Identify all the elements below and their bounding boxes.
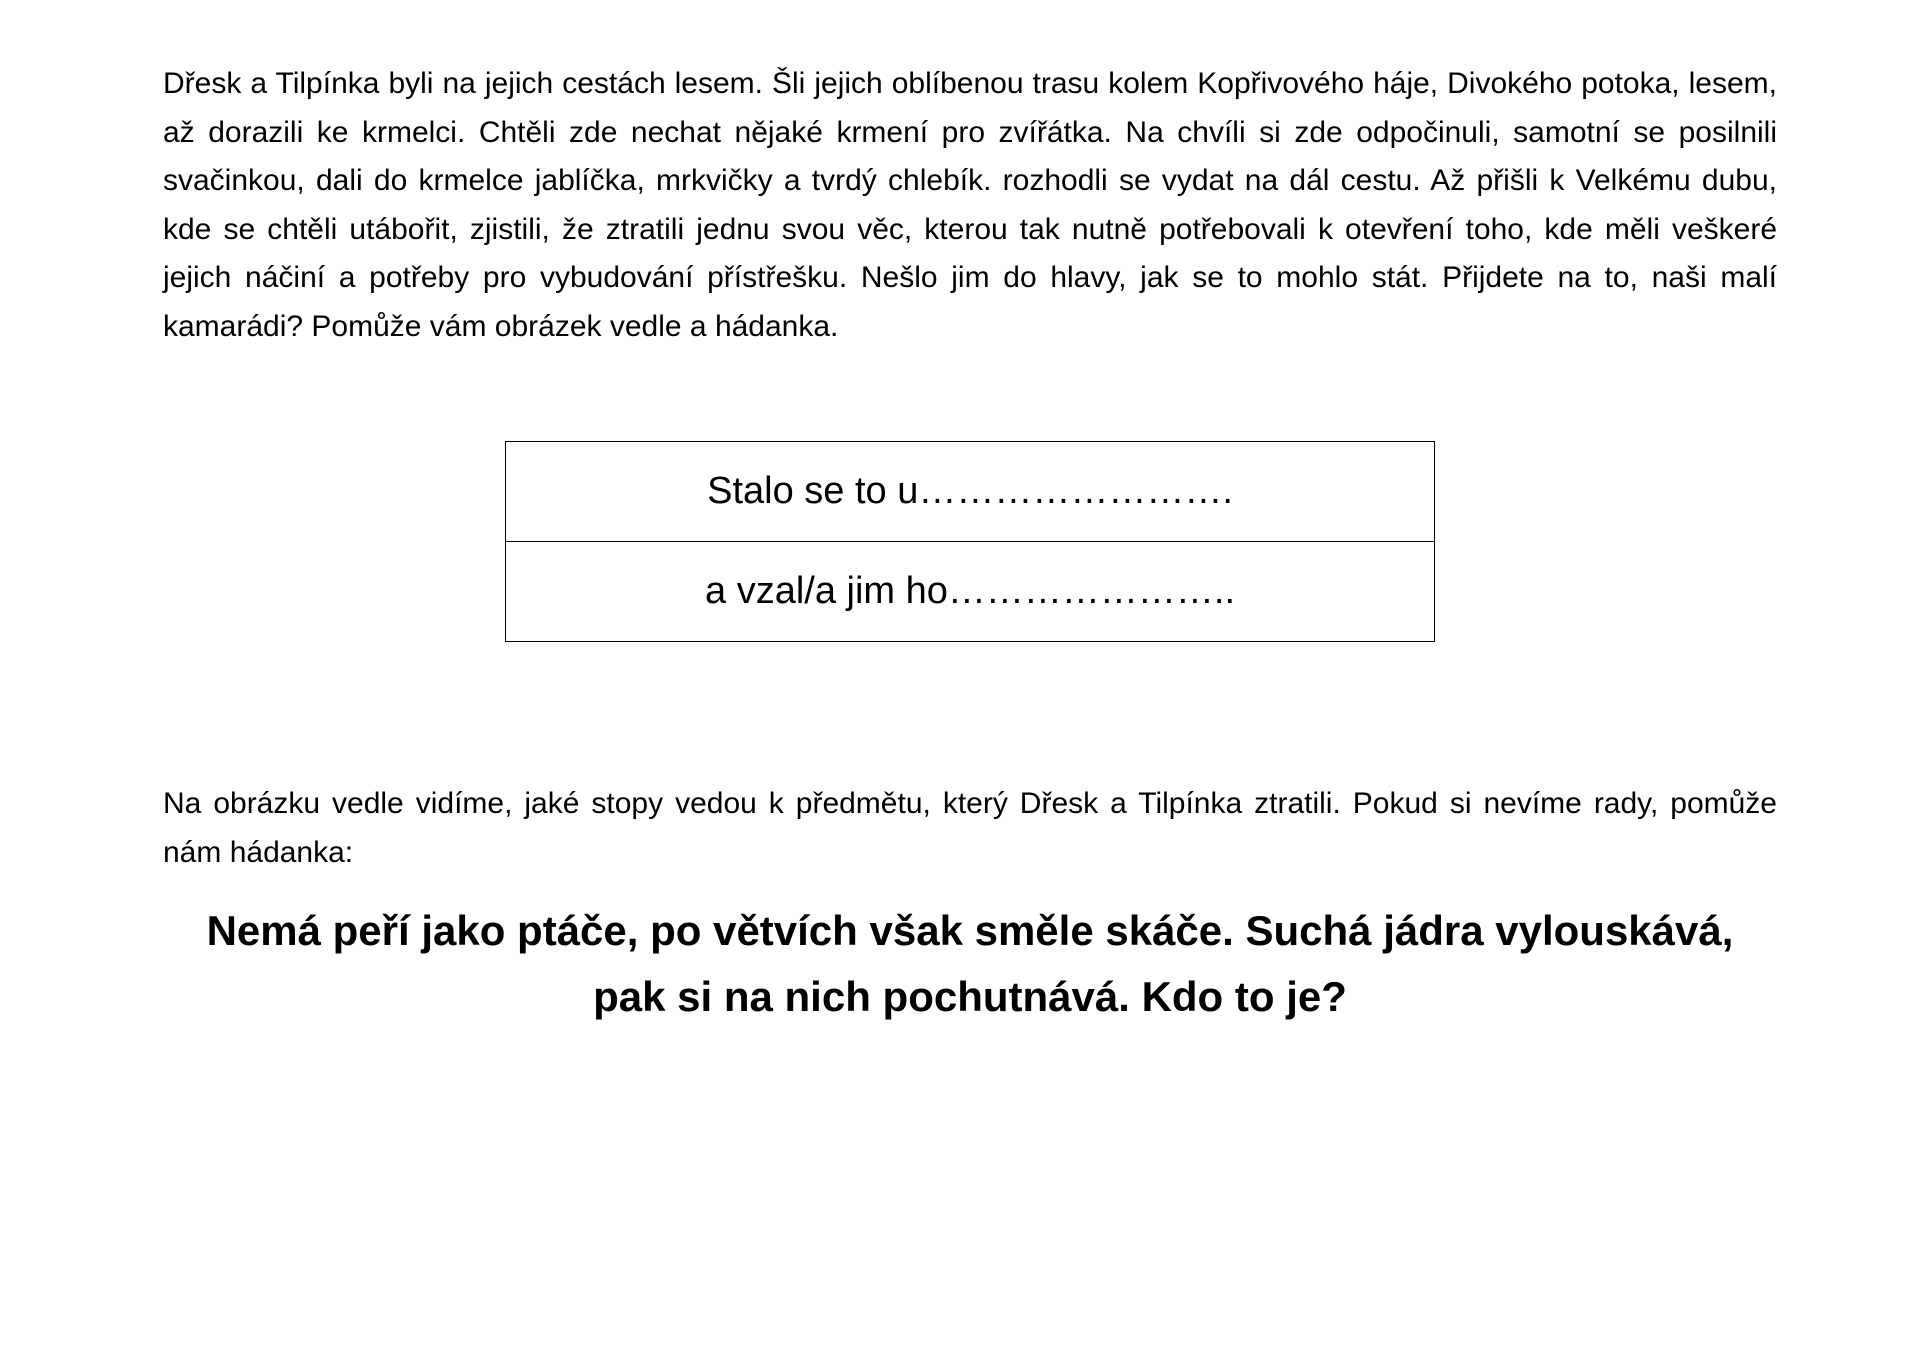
table-row [506,542,1435,642]
riddle [163,898,1777,1030]
fill-in-who-cell: a vzal/a jim ho………………….. [506,542,1435,642]
fill-in-where-cell: Stalo se to u……………………. [506,442,1435,542]
intro-paragraph: Dřesk a Tilpínka byli na jejich cestách lesem. Šli jejich oblíbenou trasu kolem Kopřivového háje, Divokého potoka, lesem, až dorazili ke krmelci. Chtěli zde nechat nějaké krmení pro zvířátka. Na chvíli si zde odpočinuli, samotní se posilnili svačinkou, dali do krmelce jablíčka, mrkvičky a tvrdý chlebík. rozhodli se vydat na dál cestu. Až přišli k Velkému dubu, kde se chtěli utábořit, zjistili, že ztratili jednu svou věc, kterou tak nutně potřebovali k otevření toho, kde měli veškeré jejich náčiní a potřeby pro vybudování přístřešku. Nešlo jim do hlavy, jak se to mohlo stát. Přijdete na to, naši malí kamarádi? Pomůže vám obrázek vedle a hádanka. [163,67,1777,343]
riddle-line-1: Nemá peří jako ptáče, po větvích však směle skáče. Suchá jádra vylouskává, [206,907,1734,954]
hint-paragraph: Na obrázku vedle vidíme, jaké stopy vedou k předmětu, který Dřesk a Tilpínka ztratili. Pokud si nevíme rady, pomůže nám hádanka: [163,787,1777,869]
riddle-line-2: pak si na nich pochutnává. Kdo to je? [593,973,1347,1020]
fill-in-table [505,441,1435,642]
table-row [506,442,1435,542]
